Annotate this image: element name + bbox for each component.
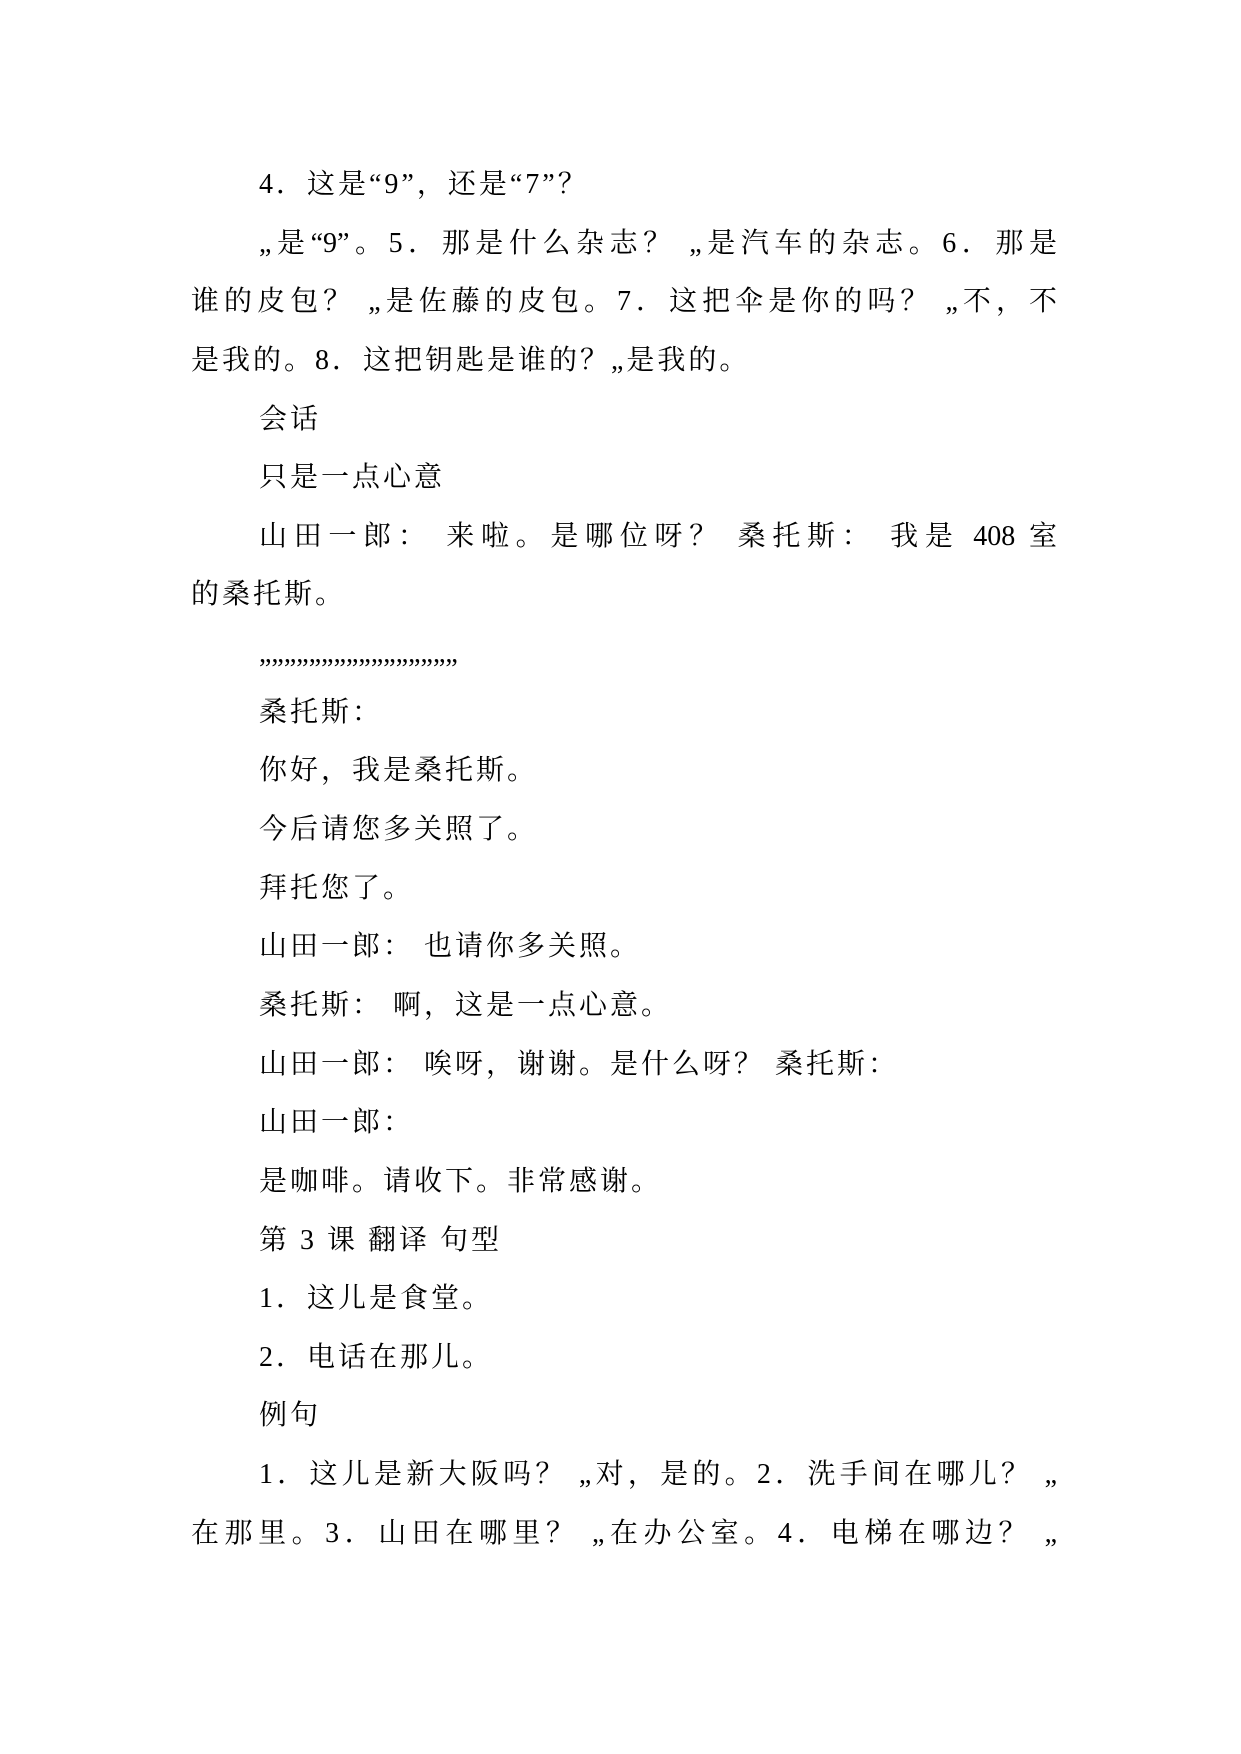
dialogue-line: 桑托斯： 啊，这是一点心意。	[259, 989, 673, 1021]
example-sentence-line: 谁的皮包？ „是佐藤的皮包。7．这把伞是你的吗？ „不，不	[191, 286, 1057, 318]
dialogue-line: 的桑托斯。	[191, 579, 347, 611]
dialogue-line: 是咖啡。请收下。非常感谢。	[259, 1165, 663, 1197]
dialogue-line: 山田一郎： 唉呀，谢谢。是什么呀？ 桑托斯：	[259, 1048, 900, 1080]
section-heading-examples: 例句	[259, 1400, 322, 1432]
example-sentence-line: 在那里。3．山田在哪里？ „在办公室。4．电梯在哪边？ „	[191, 1517, 1057, 1549]
example-sentence-line: 4．这是“9”，还是“7”？	[259, 169, 589, 200]
lesson-heading: 第 3 课 翻译 句型	[259, 1224, 503, 1256]
dialogue-line: 你好，我是桑托斯。	[259, 755, 539, 787]
section-heading-conversation: 会话	[259, 403, 322, 435]
separator-marks: „„„„„„„„„„„„„„„„	[259, 638, 458, 670]
dialogue-line: 今后请您多关照了。	[259, 814, 539, 846]
sentence-pattern-line: 1．这儿是食堂。	[259, 1283, 494, 1315]
dialogue-line: 山田一郎：	[259, 1107, 415, 1139]
sentence-pattern-line: 2．电话在那儿。	[259, 1341, 494, 1373]
example-sentence-line: 是我的。8．这把钥匙是谁的？„是我的。	[191, 344, 751, 376]
dialogue-line: 拜托您了。	[259, 872, 415, 904]
dialogue-line: 桑托斯：	[259, 696, 384, 728]
example-sentence-line: 1．这儿是新大阪吗？ „对，是的。2．洗手间在哪儿？ „	[259, 1459, 1057, 1491]
dialogue-line: 山田一郎： 来啦。是哪位呀？ 桑托斯： 我是 408 室	[259, 520, 1057, 552]
example-sentence-line: „是“9”。5．那是什么杂志？ „是汽车的杂志。6．那是	[259, 227, 1057, 259]
conversation-title: 只是一点心意	[259, 462, 446, 494]
dialogue-line: 山田一郎： 也请你多关照。	[259, 931, 642, 963]
document-body	[191, 156, 1057, 1563]
